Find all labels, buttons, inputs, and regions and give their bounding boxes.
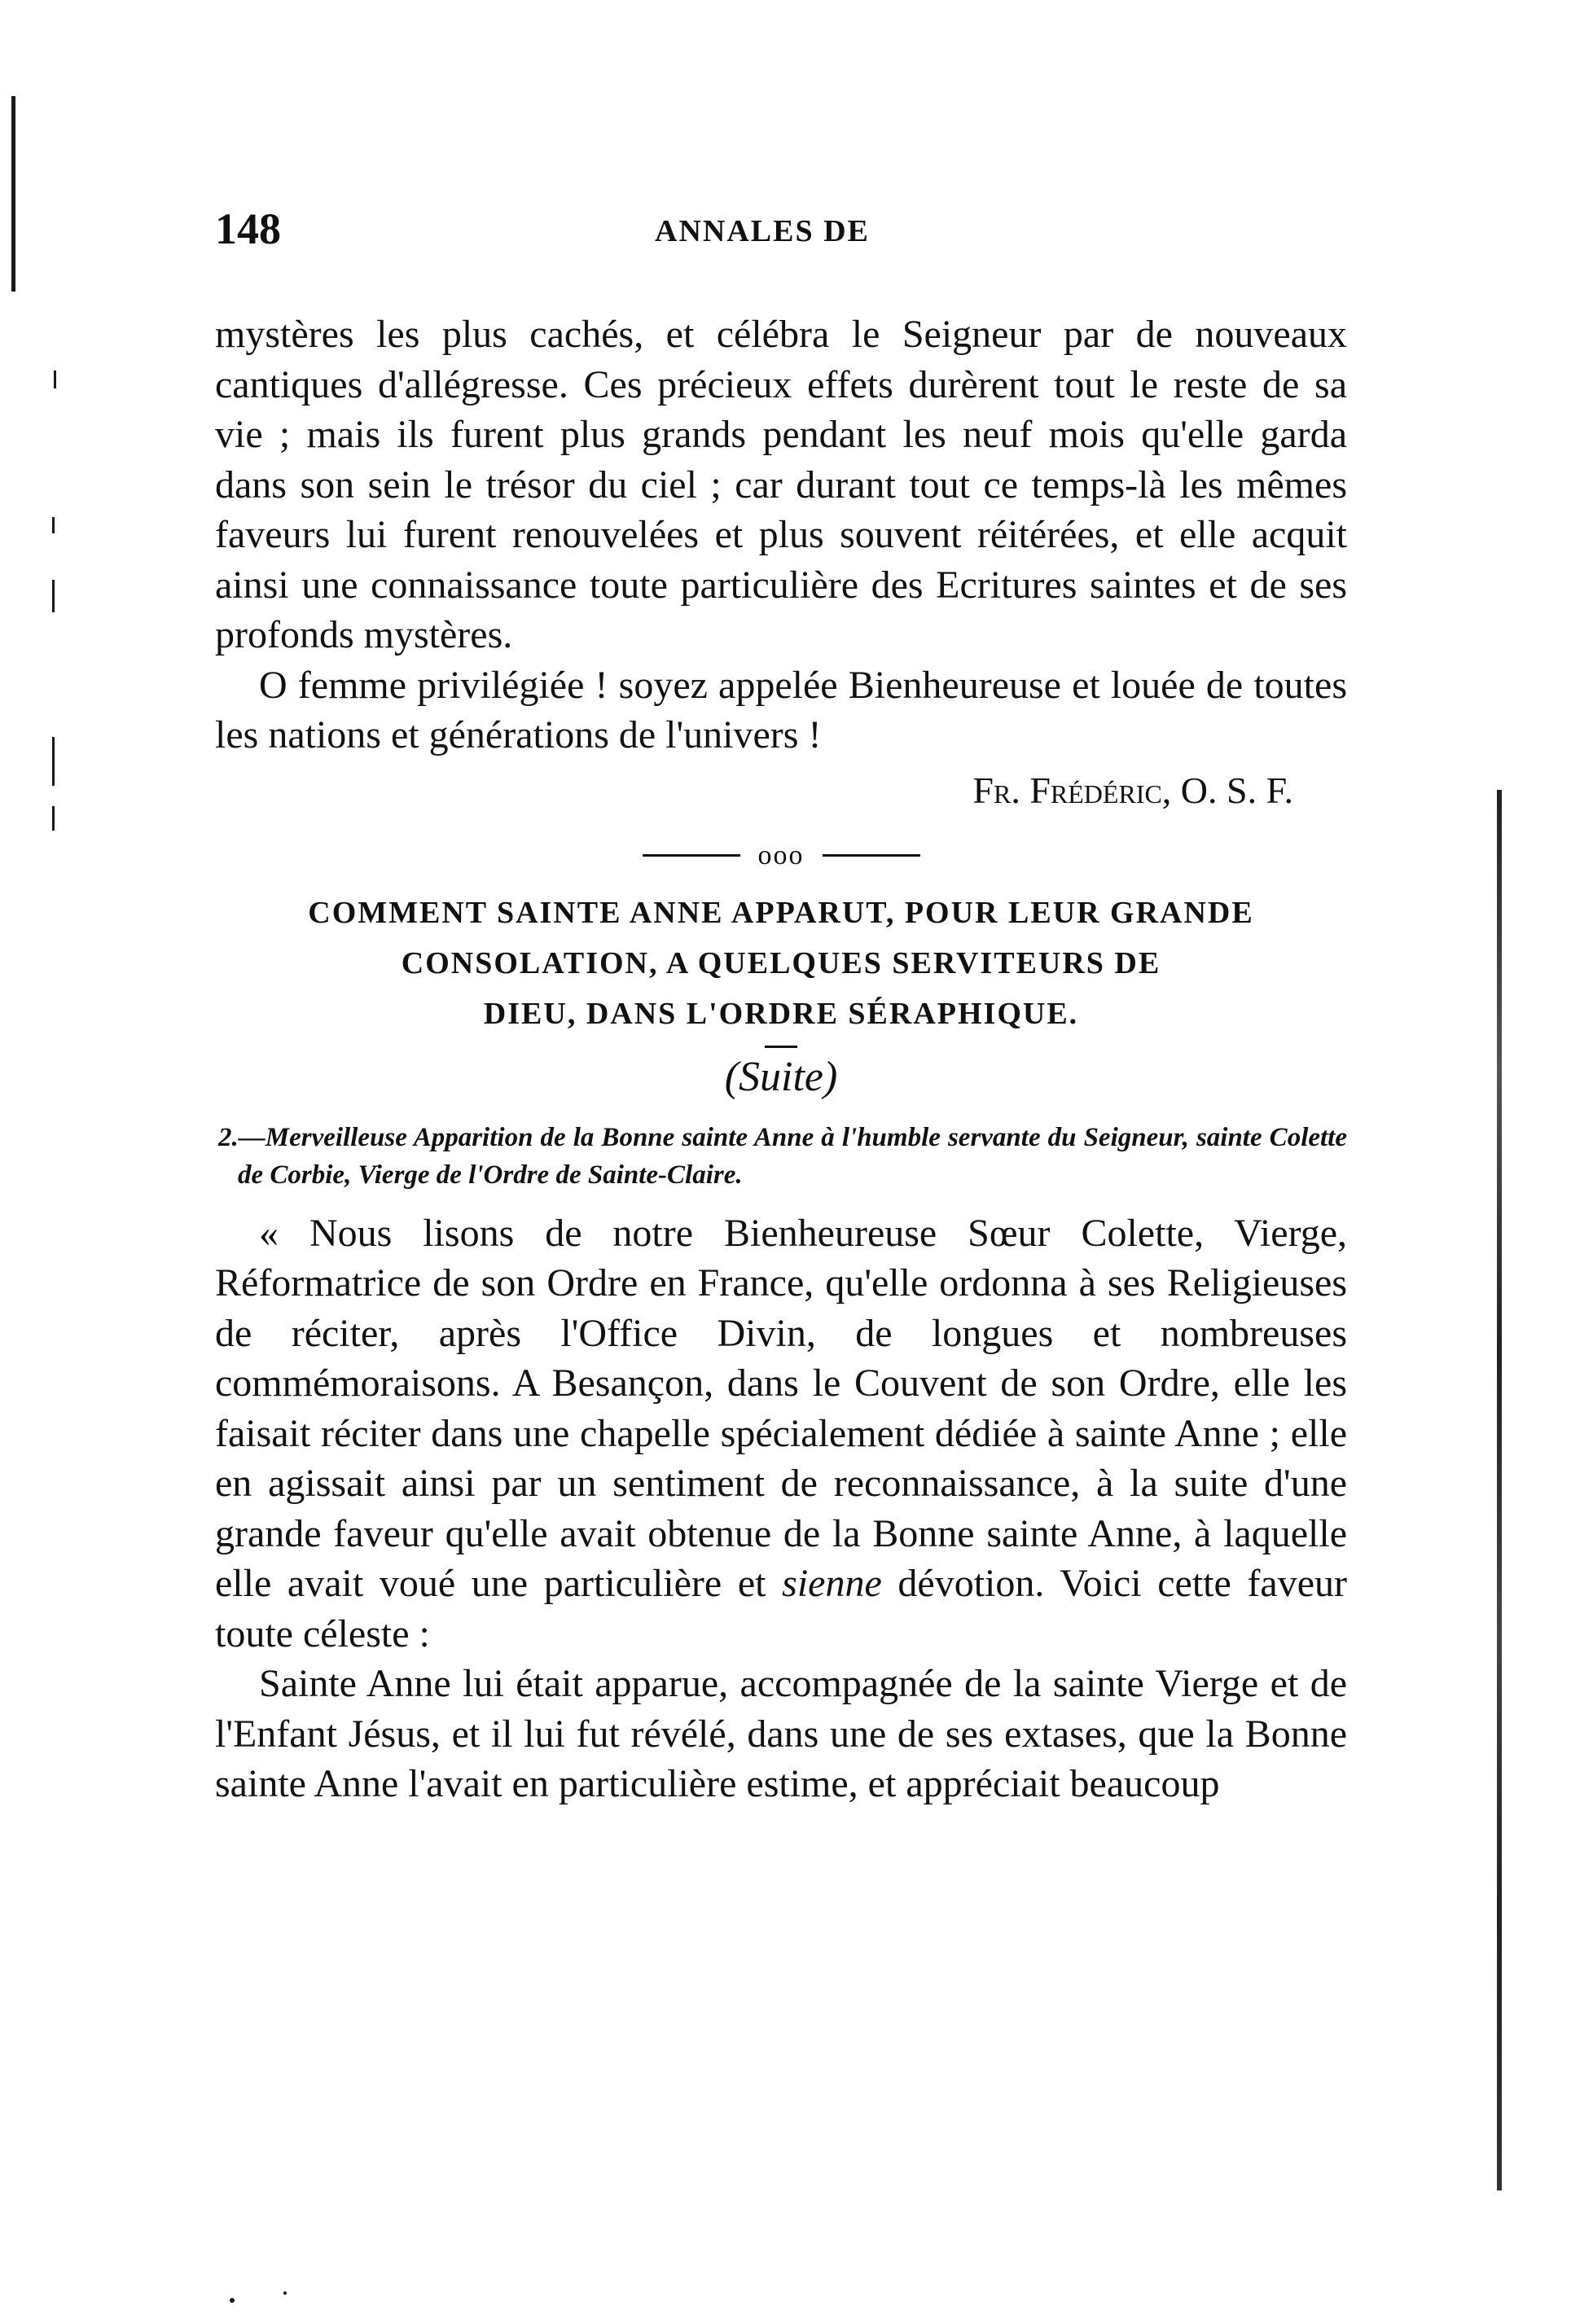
section-divider — [215, 840, 1347, 871]
scan-mark-left-1 — [54, 371, 56, 388]
paragraph-colette-end: dévotion. Voici cette faveur toute céleste : — [215, 1562, 1348, 1655]
scan-mark-left-3 — [52, 580, 55, 612]
paragraph-colette — [215, 1208, 1347, 1660]
article-title-line-1: COMMENT SAINTE ANNE APPARUT, POUR LEUR GRANDE — [308, 895, 1254, 930]
scan-mark-bottom-dot-1 — [230, 2298, 235, 2303]
title-rule — [765, 1046, 797, 1048]
divider-rule-left — [643, 854, 740, 857]
scan-mark-right-edge — [1497, 790, 1502, 2190]
divider-ornament: ooo — [757, 840, 805, 870]
author-signature: Fr. Frédéric, O. S. F. — [972, 769, 1293, 811]
scan-mark-left-4 — [52, 737, 55, 786]
page-number: 148 — [215, 204, 281, 253]
article-title-line-3: DIEU, DANS L'ORDRE SÉRAPHIQUE. — [483, 996, 1079, 1031]
divider-rule-right — [823, 854, 920, 857]
page-header — [215, 204, 1355, 261]
page-body — [215, 309, 1347, 1809]
running-head: ANNALES DE — [655, 214, 870, 248]
scan-mark-left-2 — [52, 517, 55, 533]
paragraph-sainte-anne: Sainte Anne lui était apparue, accompagnée de la sainte Vierge et de l'Enfant Jésus, et il lui fut révélé, dans une de ses extases, que la Bonne sainte Anne l'avait en particulière estime, et appréciait beaucoup — [215, 1662, 1347, 1805]
article-title-line-2: CONSOLATION, A QUELQUES SERVITEURS DE — [401, 945, 1161, 980]
scan-mark-left-top — [11, 96, 15, 292]
scan-mark-left-5 — [52, 806, 55, 831]
suite-label: (Suite) — [724, 1053, 838, 1100]
word-sienne: sienne — [782, 1562, 882, 1605]
article-subheading: 2.—Merveilleuse Apparition de la Bonne sainte Anne à l'humble servante du Seigneur, sainte Colette de Corbie, Vierge de l'Ordre de Sainte-Claire. — [218, 1122, 1347, 1190]
scan-mark-bottom-dot-2 — [283, 2291, 287, 2295]
paragraph-colette-text: « Nous lisons de notre Bienheureuse Sœur Colette, Vierge, Réformatrice de son Ordre en France, qu'elle ordonna à ses Religieuses de réciter, après l'Office Divin, de longues et nombreuses commémoraisons. A Besançon, dans le Couvent de son Ordre, elle les faisait réciter dans une chapelle spécialement dédiée à sainte Anne ; elle en agissait ainsi par un sentiment de reconnaissance, à la suite d'une grande faveur qu'elle avait obtenue de la Bonne sainte Anne, à laquelle elle avait voué une particulière et — [215, 1211, 1347, 1605]
paragraph-femme-privilegiee: O femme privilégiée ! soyez appelée Bienheureuse et louée de toutes les nations et générations de l'univers ! — [215, 663, 1347, 756]
article-title — [215, 888, 1347, 1039]
paragraph-mysteres: mystères les plus cachés, et célébra le Seigneur par de nouveaux cantiques d'allégresse. Ces précieux effets durèrent tout le reste de sa vie ; mais ils furent plus grands pendant les neuf mois qu'elle garda dans son sein le trésor du ciel ; car durant tout ce temps-là les mêmes faveurs lui furent renouvelées et plus souvent réitérées, et elle acquit ainsi une connaissance toute particulière des Ecritures saintes et de ses profonds mystères. — [215, 313, 1347, 656]
